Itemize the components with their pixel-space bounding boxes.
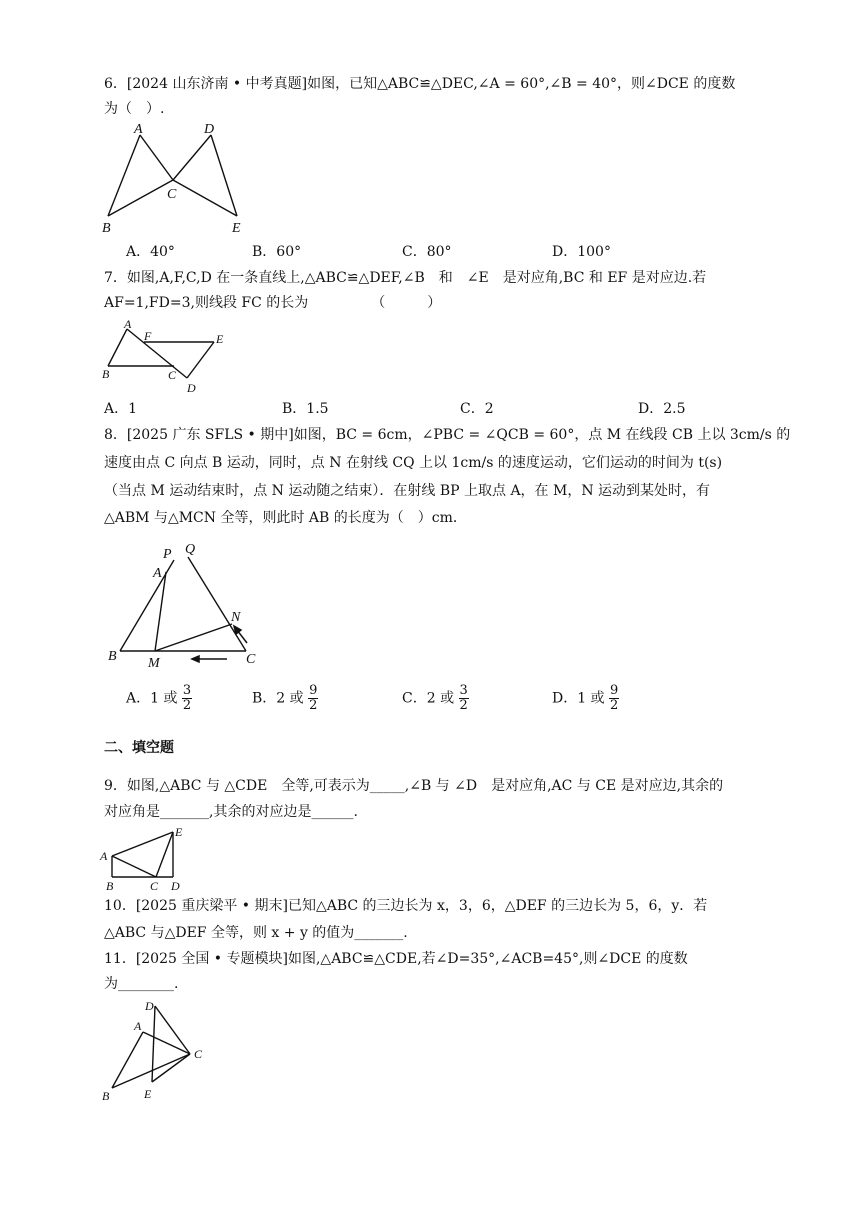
q6-option-b: B．60° xyxy=(252,244,302,260)
q7-option-d: D．2.5 xyxy=(638,401,686,417)
q8-stem-line1: 8．[2025 广东 SFLS • 期中]如图，BC = 6cm，∠PBC = ∠QCB = 60°，点 M 在线段 CB 上以 3cm/s 的 xyxy=(104,427,791,443)
q8-option-c xyxy=(402,684,469,713)
q8-option-a-numerator: 3 xyxy=(182,683,192,698)
q7-label-b: B xyxy=(102,367,110,381)
q8-label-c: C xyxy=(246,652,256,667)
q6-option-c: C．80° xyxy=(402,244,452,260)
q7-option-a: A．1 xyxy=(104,401,138,417)
q10-stem-line1: 10．[2025 重庆梁平 • 期末]已知△ABC 的三边长为 x，3，6，△DEF 的三边长为 5，6，y．若 xyxy=(104,898,708,914)
q6-label-c: C xyxy=(167,187,177,202)
q11-figure xyxy=(100,996,220,1106)
q9-stem-line1: 9．如图,△ABC 与 △CDE 全等,可表示为_____,∠B 与 ∠D 是对应角,AC 与 CE 是对应边,其余的 xyxy=(104,778,724,794)
q8-option-c-prefix: C．2 或 xyxy=(402,690,455,707)
q11-stem-line2: 为________. xyxy=(104,976,179,992)
q7-option-b: B．1.5 xyxy=(282,401,329,417)
q8-option-d-numerator: 9 xyxy=(610,683,619,698)
q8-stem-line3: （当点 M 运动结束时，点 N 运动随之结束）．在射线 BP 上取点 A，在 M，N 运动到某处时，有 xyxy=(104,483,711,499)
q6-figure xyxy=(100,118,260,236)
q8-option-b-fraction xyxy=(308,684,318,713)
q7-label-f: F xyxy=(144,329,152,343)
q6-label-a: A xyxy=(134,122,143,137)
q7-stem-line1: 7．如图,A,F,C,D 在一条直线上,△ABC≌△DEF,∠B 和 ∠E 是对应角,BC 和 EF 是对应边.若 xyxy=(104,270,707,286)
q8-option-b-denominator: 2 xyxy=(309,698,318,713)
q8-option-d-fraction xyxy=(609,684,619,713)
q8-option-d-denominator: 2 xyxy=(610,698,619,713)
q8-option-c-denominator: 2 xyxy=(459,698,468,713)
q8-option-a xyxy=(126,684,192,713)
q6-label-d: D xyxy=(204,122,215,137)
q8-option-c-numerator: 3 xyxy=(459,683,468,698)
q9-label-a: A xyxy=(100,849,108,863)
q8-stem-line4: △ABM 与△MCN 全等，则此时 AB 的长度为（ ）cm． xyxy=(104,510,467,526)
q8-option-d-prefix: D．1 或 xyxy=(552,690,605,707)
q9-figure xyxy=(100,822,200,894)
q8-label-p: P xyxy=(163,547,172,562)
q7-label-a: A xyxy=(124,317,132,331)
q6-stem-line1: 6．[2024 山东济南 • 中考真题]如图，已知△ABC≌△DEC,∠A = 60°,∠B = 40°，则∠DCE 的度数 xyxy=(104,76,736,92)
q7-stem-line2: AF=1,FD=3,则线段 FC 的长为 （ ） xyxy=(104,295,442,311)
q8-option-b xyxy=(252,684,318,713)
q7-label-e: E xyxy=(216,332,224,346)
q6-option-a: A．40° xyxy=(126,244,175,260)
q7-label-c: C xyxy=(168,368,177,382)
q8-label-q: Q xyxy=(185,542,196,557)
q6-label-b: B xyxy=(102,221,111,236)
q9-label-b: B xyxy=(106,879,114,893)
q11-label-c: C xyxy=(194,1047,203,1061)
q6-option-d: D．100° xyxy=(552,244,611,260)
q8-figure xyxy=(100,540,270,672)
q8-option-b-prefix: B．2 或 xyxy=(252,690,304,707)
q9-label-d: D xyxy=(171,879,180,893)
q8-option-c-fraction xyxy=(459,684,469,713)
q9-label-c: C xyxy=(150,879,159,893)
q8-option-b-numerator: 9 xyxy=(309,683,318,698)
q6-label-e: E xyxy=(232,221,241,236)
q7-label-d: D xyxy=(187,381,196,395)
q9-label-e: E xyxy=(175,825,183,839)
q8-label-a: A xyxy=(153,566,162,581)
q8-option-a-prefix: A．1 或 xyxy=(126,690,178,707)
q8-option-a-fraction xyxy=(182,684,192,713)
q11-label-b: B xyxy=(102,1089,110,1103)
q10-stem-line2: △ABC 与△DEF 全等，则 x + y 的值为_______. xyxy=(104,925,408,941)
section-heading-fill-in: 二、填空题 xyxy=(104,740,174,756)
q7-option-c: C．2 xyxy=(460,401,494,417)
q8-label-m: M xyxy=(148,656,160,671)
q8-option-a-denominator: 2 xyxy=(182,698,192,713)
q7-figure xyxy=(100,316,240,396)
q8-option-d xyxy=(552,684,619,713)
q11-stem-line1: 11．[2025 全国 • 专题模块]如图,△ABC≌△CDE,若∠D=35°,∠ACB=45°,则∠DCE 的度数 xyxy=(104,951,688,967)
q11-label-e: E xyxy=(144,1087,152,1101)
q8-stem-line2: 速度由点 C 向点 B 运动，同时，点 N 在射线 CQ 上以 1cm/s 的速度运动，它们运动的时间为 t(s) xyxy=(104,455,723,471)
q6-stem-line2: 为（ ）. xyxy=(104,101,165,117)
q11-label-a: A xyxy=(134,1019,142,1033)
q11-label-d: D xyxy=(145,999,154,1013)
q9-stem-line2: 对应角是_______,其余的对应边是______. xyxy=(104,804,358,820)
q8-label-n: N xyxy=(231,610,241,625)
q8-label-b: B xyxy=(108,649,117,664)
